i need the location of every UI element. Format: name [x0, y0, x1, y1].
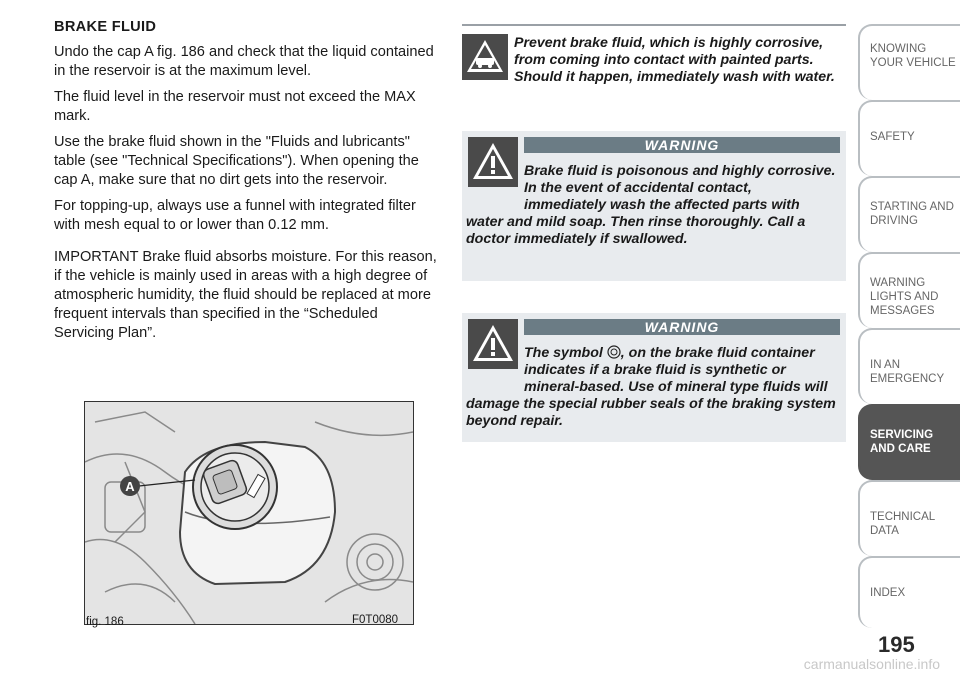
tab-label: STARTING AND DRIVING — [870, 201, 954, 227]
main-text-column — [54, 18, 438, 350]
brake-fluid-symbol-icon — [607, 345, 621, 359]
warning-text-poison — [466, 163, 836, 248]
notice-text: Prevent brake fluid, which is highly corrosive, from coming into contact with painted parts. Should it happen, immediately wash with water. — [514, 35, 835, 85]
warning-box-symbol — [462, 313, 846, 442]
tab-label: SAFETY — [870, 131, 915, 143]
page-number: 195 — [878, 632, 915, 657]
tab-label: INDEX — [870, 587, 906, 599]
paint-notice — [462, 32, 846, 86]
paragraph-important: IMPORTANT Brake fluid absorbs moisture. For this reason, if the vehicle is mainly used in areas with a high degree of atmospheric humidity, the fluid should be replaced at more frequent intervals than specified in the “Scheduled Servicing Plan”. — [54, 249, 437, 341]
figure-label: fig. 186 — [86, 616, 124, 628]
watermark: carmanualsonline.info — [803, 656, 940, 672]
warning-body-start: The symbol — [524, 345, 603, 361]
tab-in-an-emergency[interactable] — [858, 328, 960, 404]
paragraph-3: Use the brake fluid shown in the "Fluids and lubricants" table (see "Technical Specifications"). When opening the cap A, make sure that no dirt gets into the reservoir. — [54, 134, 419, 188]
reservoir-drawing — [85, 402, 413, 624]
warning-title: WARNING — [524, 137, 840, 153]
tab-label: TECHNICAL DATA — [870, 511, 935, 537]
warning-body: Brake fluid is poisonous and highly corrosive. In the event of accidental contact, immediately wash the affected parts with water and mild soap. Then rinse thoroughly. Call a doctor immediately if swallowed. — [466, 163, 836, 247]
section-heading: BRAKE FLUID — [54, 19, 157, 35]
paragraph-2: The fluid level in the reservoir must not exceed the MAX mark. — [54, 89, 416, 124]
tab-warning-lights[interactable] — [858, 252, 960, 328]
car-paint-warning-icon — [462, 34, 508, 80]
tab-label: SERVICING AND CARE — [870, 429, 934, 455]
paragraph-4: For topping-up, always use a funnel with integrated filter with mesh equal to or lower than 0.12 mm. — [54, 198, 416, 233]
top-divider — [462, 24, 846, 26]
chapter-tabs — [858, 24, 960, 628]
warning-text-symbol — [466, 345, 836, 430]
warning-box-poison — [462, 131, 846, 281]
tab-index[interactable] — [858, 556, 960, 628]
tab-label: KNOWING YOUR VEHICLE — [870, 43, 956, 69]
tab-starting-and-driving[interactable] — [858, 176, 960, 252]
tab-knowing-your-vehicle[interactable] — [858, 24, 960, 100]
warning-body-end: , on the brake fluid container indicates if a brake fluid is synthetic or mineral-based. Use of mineral type fluids will damage the special rubber seals of the braking system beyond repair. — [466, 345, 836, 429]
figure-code: F0T0080 — [352, 614, 399, 626]
tab-servicing-and-care[interactable] — [858, 404, 960, 480]
brake-fluid-reservoir-illustration — [84, 401, 414, 625]
tab-safety[interactable] — [858, 100, 960, 176]
notice-icon-space — [462, 34, 514, 82]
tab-label: WARNING LIGHTS AND MESSAGES — [870, 277, 939, 317]
warning-title: WARNING — [524, 319, 840, 335]
callout-a-label: A — [125, 479, 135, 494]
tab-label: IN AN EMERGENCY — [870, 359, 945, 385]
tab-technical-data[interactable] — [858, 480, 960, 556]
paragraph-1: Undo the cap A fig. 186 and check that the liquid contained in the reservoir is at the maximum level. — [54, 44, 434, 79]
